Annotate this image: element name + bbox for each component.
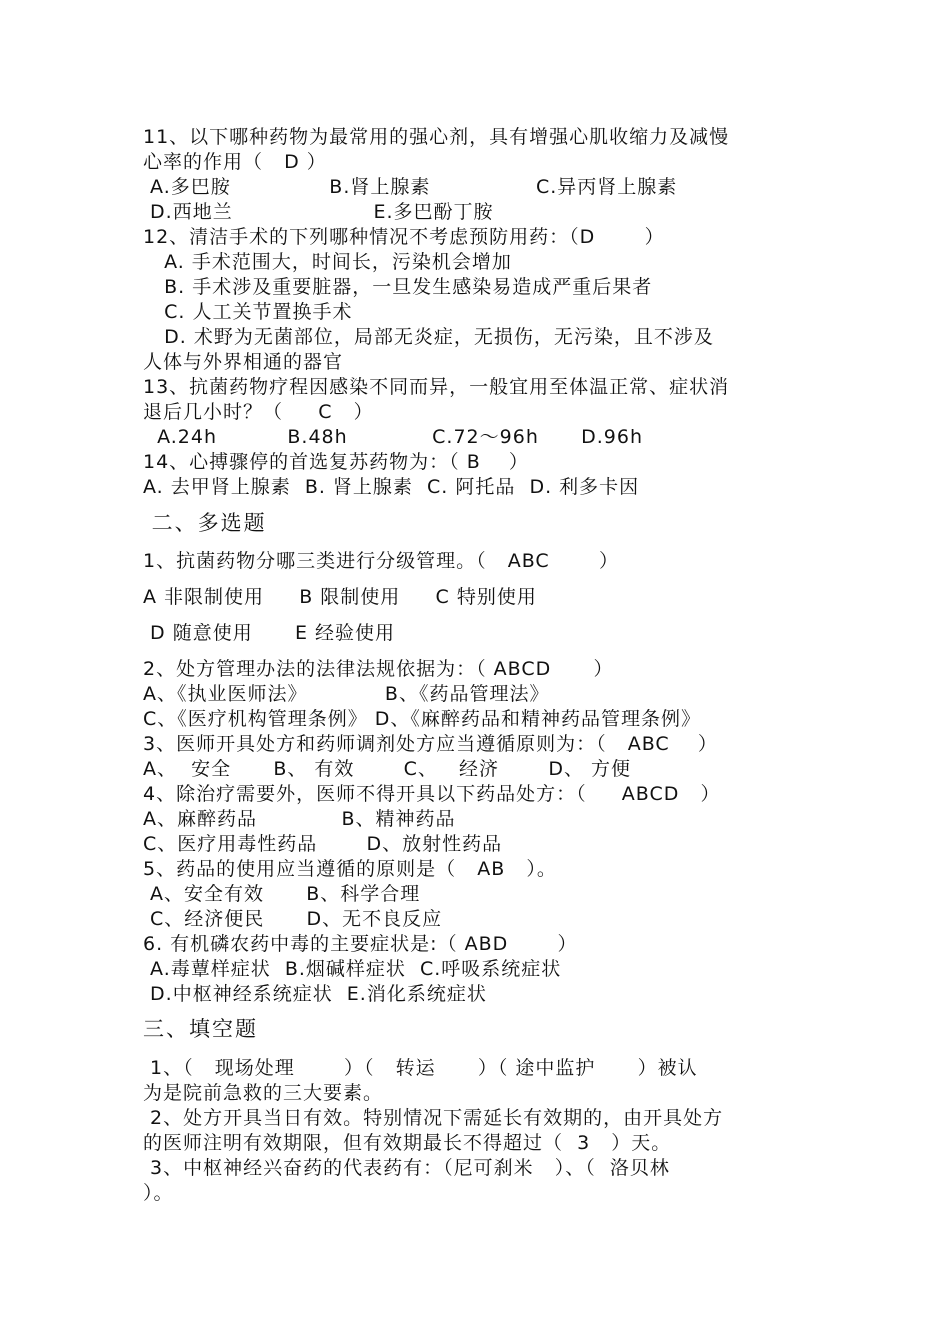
fb1-line-1: 1、（ 现场处理 ）（ 转运 ）（ 途中监护 ）被认 <box>143 1057 698 1079</box>
q11-line-2: 心率的作用（ D ） <box>143 151 327 173</box>
mc5-options-2: C、经济便民 D、无不良反应 <box>143 908 443 930</box>
mc4-options-2: C、医疗用毒性药品 D、放射性药品 <box>143 833 503 855</box>
mc2-line: 2、处方管理办法的法律法规依据为：（ ABCD ） <box>143 658 614 680</box>
q13-options: A.24h B.48h C.72～96h D.96h <box>143 426 643 448</box>
fb3-line-1: 3、中枢神经兴奋药的代表药有：（尼可刹米 ）、（ 洛贝林 <box>143 1157 670 1179</box>
section-multiple-choice-heading: 二、多选题 <box>143 511 267 535</box>
mc5-line: 5、药品的使用应当遵循的原则是（ AB ）。 <box>143 858 557 880</box>
mc2-options-2: C、《医疗机构管理条例》 D、《麻醉药品和精神药品管理条例》 <box>143 708 701 730</box>
fb1-line-2: 为是院前急救的三大要素。 <box>143 1082 384 1104</box>
mc2-options-1: A、《执业医师法》 B、《药品管理法》 <box>143 683 550 705</box>
q12-option-c: C. 人工关节置换手术 <box>143 301 353 323</box>
q13-line-1: 13、抗菌药物疗程因感染不同而异，一般宜用至体温正常、症状消 <box>143 376 730 398</box>
fb3-line-2: ）。 <box>143 1182 174 1204</box>
q12-option-d-1: D. 术野为无菌部位，局部无炎症，无损伤，无污染，且不涉及 <box>143 326 714 348</box>
q11-line-1: 11、以下哪种药物为最常用的强心剂，具有增强心肌收缩力及减慢 <box>143 126 730 148</box>
q12-line: 12、清洁手术的下列哪种情况不考虑预防用药：（D ） <box>143 226 665 248</box>
mc4-options-1: A、麻醉药品 B、精神药品 <box>143 808 456 830</box>
mc5-options-1: A、安全有效 B、科学合理 <box>143 883 421 905</box>
q14-line: 14、心搏骤停的首选复苏药物为：（ B ） <box>143 451 529 473</box>
mc6-options-2: D.中枢神经系统症状 E.消化系统症状 <box>143 983 487 1005</box>
mc3-line: 3、医师开具处方和药师调剂处方应当遵循原则为：（ ABC ） <box>143 733 718 755</box>
mc1-options-1: A 非限制使用 B 限制使用 C 特别使用 <box>143 586 537 608</box>
fb2-line-1: 2、处方开具当日有效。特别情况下需延长有效期的，由开具处方 <box>143 1107 724 1129</box>
q11-options-1: A.多巴胺 B.肾上腺素 C.异丙肾上腺素 <box>143 176 678 198</box>
fb2-line-2: 的医师注明有效期限，但有效期最长不得超过（ 3 ）天。 <box>143 1132 672 1154</box>
mc1-line: 1、抗菌药物分哪三类进行分级管理。（ ABC ） <box>143 550 619 572</box>
section-fill-blank-heading: 三、填空题 <box>143 1017 258 1041</box>
q13-line-2: 退后几小时？（ C ） <box>143 401 374 423</box>
q12-option-b: B. 手术涉及重要脏器，一旦发生感染易造成严重后果者 <box>143 276 653 298</box>
mc3-options: A、 安全 B、 有效 C、 经济 D、 方便 <box>143 758 631 780</box>
q12-option-a: A. 手术范围大，时间长，污染机会增加 <box>143 251 512 273</box>
mc6-line: 6. 有机磷农药中毒的主要症状是:（ ABD ） <box>143 933 578 955</box>
mc6-options-1: A.毒蕈样症状 B.烟碱样症状 C.呼吸系统症状 <box>143 958 562 980</box>
mc4-line: 4、除治疗需要外，医师不得开具以下药品处方：（ ABCD ） <box>143 783 721 805</box>
q12-option-d-2: 人体与外界相通的器官 <box>143 351 344 373</box>
q14-options: A. 去甲肾上腺素 B. 肾上腺素 C. 阿托品 D. 利多卡因 <box>143 476 640 498</box>
mc1-options-2: D 随意使用 E 经验使用 <box>143 622 395 644</box>
q11-options-2: D.西地兰 E.多巴酚丁胺 <box>143 201 494 223</box>
